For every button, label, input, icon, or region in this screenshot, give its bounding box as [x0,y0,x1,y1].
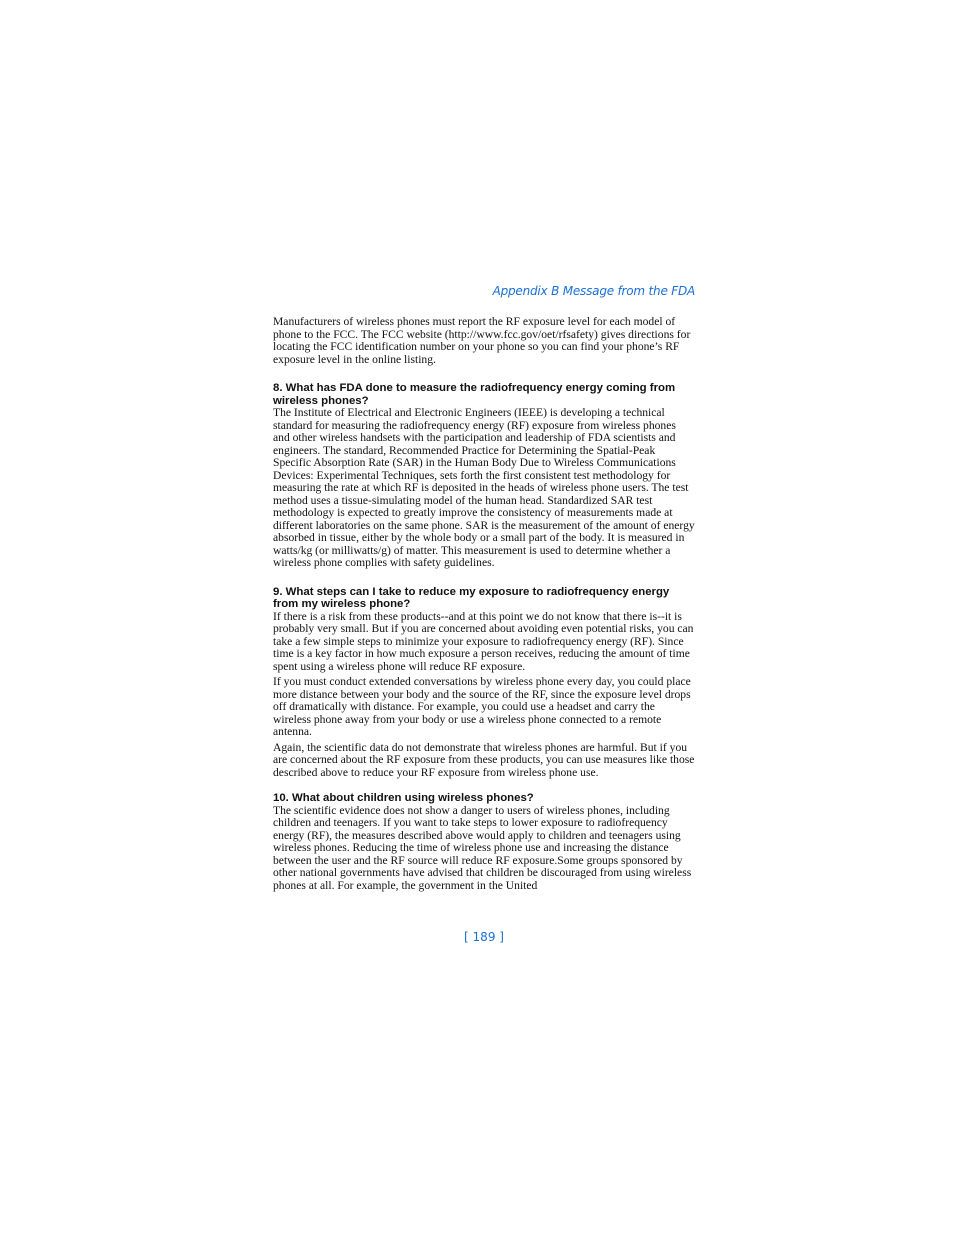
section-paragraph: If you must conduct extended conversations by wireless phone every day, you could place more distance between your body and the source of the RF, since the exposure level drops off dramatically with distance. For example, you could use a headset and carry the wireless phone away from your body or use a wireless phone connected to a remote antenna. [273,675,691,738]
section-paragraph: The Institute of Electrical and Electronic Engineers (IEEE) is developing a technical standard for measuring the radiofrequency energy (RF) exposure from wireless phones and other wireless handsets with the participation and leadership of FDA scientists and engineers. The standard, Recommended Practice for Determining the Spatial-Peak Specific Absorption Rate (SAR) in the Human Body Due to Wireless Communications Devices: Experimental Techniques, sets forth the first consistent test methodology for measuring the rate at which RF is deposited in the heads of wireless phone users. The test method uses a tissue-simulating model of the human head. Standardized SAR test methodology is expected to greatly improve the consistency of measurements made at different laboratories on the same phone. SAR is the measurement of the amount of energy absorbed in tissue, either by the whole body or a small part of the body. It is measured in watts/kg (or milliwatts/g) of matter. This measurement is used to determine whether a wireless phone complies with safety guidelines. [273,406,695,569]
running-head: Appendix B Message from the FDA [492,284,695,298]
section-8 [273,382,695,570]
section-10 [273,792,695,892]
page-content [273,283,695,895]
section-heading: 10. What about children using wireless phones? [273,792,534,804]
section-paragraph: If there is a risk from these products--and at this point we do not know that there is--it is probably very small. But if you are concerned about avoiding even potential risks, you can take a few simple steps to minimize your exposure to radiofrequency energy (RF). Since time is a key factor in how much exposure a person receives, reducing the amount of time spent using a wireless phone will reduce RF exposure. [273,609,694,673]
section-9 [273,586,695,780]
section-heading: 9. What steps can I take to reduce my exposure to radiofrequency energy from my wireless phone? [273,585,670,610]
section-heading: 8. What has FDA done to measure the radiofrequency energy coming from wireless phones? [273,382,676,407]
section-paragraph: Again, the scientific data do not demonstrate that wireless phones are harmful. But if you are concerned about the RF exposure from these products, you can use measures like those described above to reduce your RF exposure from wireless phone use. [273,740,695,779]
section-paragraph: The scientific evidence does not show a danger to users of wireless phones, including children and teenagers. If you want to take steps to lower exposure to radiofrequency energy (RF), the measures described above would apply to children and teenagers using wireless phones. Reducing the time of wireless phone use and increasing the distance between the user and the RF source will reduce RF exposure.Some groups sponsored by other national governments have advised that children be discouraged from using wireless phones at all. For example, the government in the United [273,803,692,892]
page-number: [ 189 ] [464,930,504,944]
intro-paragraph: Manufacturers of wireless phones must report the RF exposure level for each model of phone to the FCC. The FCC website (http://www.fcc.gov/oet/rfsafety) gives directions for locating the FCC identification number on your phone so you can find your phone’s RF exposure level in the online listing. [273,315,691,366]
